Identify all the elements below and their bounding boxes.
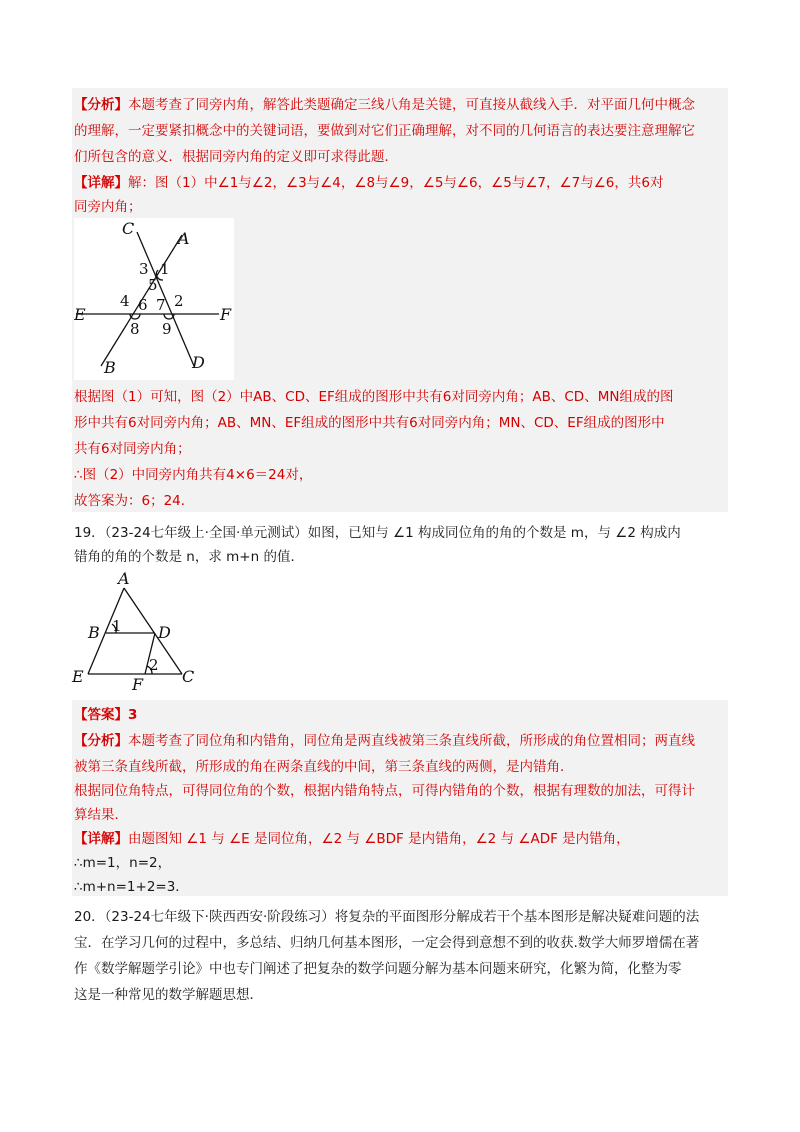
figure-1	[74, 218, 234, 380]
angle-1-fig2: 1	[112, 617, 122, 635]
q20-line-3: 作《数学解题学引论》中也专门阐述了把复杂的数学问题分解为基本问题来研究，化繁为简，化整为零	[74, 961, 682, 977]
q19-detail-line-2: ∴m=1，n=2，	[74, 855, 172, 871]
label-C2: C	[182, 667, 195, 686]
q19-analysis-line-1: 【分析】本题考查了同位角和内错角，同位角是两直线被第三条直线所截，所形成的角位置相同；两直线	[74, 733, 695, 749]
figure-2	[70, 570, 210, 694]
q18-after-line-1: 根据图（1）可知，图（2）中AB、CD、EF组成的图形中共有6对同旁内角；AB、CD、MN组成的图	[74, 389, 674, 405]
label-D2: D	[158, 623, 171, 642]
label-C: C	[122, 219, 135, 238]
q18-after-line-5: 故答案为：6；24．	[74, 493, 195, 509]
q19-analysis-line-4: 算结果．	[74, 807, 128, 823]
label-D: D	[192, 353, 205, 372]
q18-after-line-4: ∴图（2）中同旁内角共有4×6＝24对，	[74, 467, 313, 483]
q18-detail-line-2: 同旁内角；	[74, 199, 142, 215]
q19-analysis-line-2: 被第三条直线所截，所形成的角在两条直线的中间，第三条直线的两侧，是内错角．	[74, 759, 574, 775]
q19-detail-line-1: 【详解】由题图知 ∠1 与 ∠E 是同位角，∠2 与 ∠BDF 是内错角，∠2 与 ∠ADF 是内错角，	[74, 831, 630, 847]
angle-4: 4	[120, 292, 130, 310]
q19-analysis-line-3: 根据同位角特点，可得同位角的个数，根据内错角特点，可得内错角的个数，根据有理数的加法，可得计	[74, 783, 695, 799]
q19-line-2: 错角的角的个数是 n，求 m+n 的值．	[74, 549, 304, 565]
label-A2: A	[118, 570, 130, 588]
q19-detail-line-3: ∴m+n=1+2=3．	[74, 879, 189, 895]
angle-9: 9	[162, 320, 172, 338]
angle-5: 5	[148, 276, 158, 294]
q20-line-4: 这是一种常见的数学解题思想．	[74, 987, 263, 1003]
label-E: E	[74, 305, 86, 324]
label-F2: F	[132, 675, 144, 694]
label-F: F	[220, 305, 232, 324]
label-A: A	[178, 229, 190, 248]
angle-2-fig2: 2	[149, 656, 159, 674]
q18-after-line-3: 共有6对同旁内角；	[74, 441, 191, 457]
label-B: B	[104, 358, 116, 377]
angle-6: 6	[138, 296, 148, 314]
angle-8: 8	[130, 320, 140, 338]
q18-detail-line-1: 【详解】解：图（1）中∠1与∠2，∠3与∠4，∠8与∠9，∠5与∠6，∠5与∠7，∠7与∠6，共6对	[74, 175, 664, 191]
angle-7: 7	[156, 296, 166, 314]
angle-2: 2	[174, 292, 184, 310]
angle-1: 1	[160, 260, 170, 278]
q19-answer: 【答案】3	[74, 707, 138, 723]
q19-line-1: 19．（23-24七年级上·全国·单元测试）如图，已知与 ∠1 构成同位角的角的个数是 m，与 ∠2 构成内	[74, 525, 681, 541]
q18-analysis-line-3: 们所包含的意义．根据同旁内角的定义即可求得此题．	[74, 149, 398, 165]
q20-line-1: 20．（23-24七年级下·陕西西安·阶段练习）将复杂的平面图形分解成若干个基本图形是解决疑难问题的法	[74, 909, 700, 925]
q18-after-line-2: 形中共有6对同旁内角；AB、MN、EF组成的图形中共有6对同旁内角；MN、CD、EF组成的图形中	[74, 415, 665, 431]
q18-analysis-line-2: 的理解，一定要紧扣概念中的关键词语，要做到对它们正确理解，对不同的几何语言的表达要注意理解它	[74, 123, 695, 139]
label-B2: B	[88, 623, 100, 642]
angle-3: 3	[139, 260, 149, 278]
q18-analysis-line-1: 【分析】本题考查了同旁内角，解答此类题确定三线八角是关键，可直接从截线入手．对平面几何中概念	[74, 97, 695, 113]
q20-line-2: 宝．在学习几何的过程中，多总结、归纳几何基本图形，一定会得到意想不到的收获.数学大师罗增儒在著	[74, 935, 700, 951]
label-E2: E	[72, 667, 84, 686]
